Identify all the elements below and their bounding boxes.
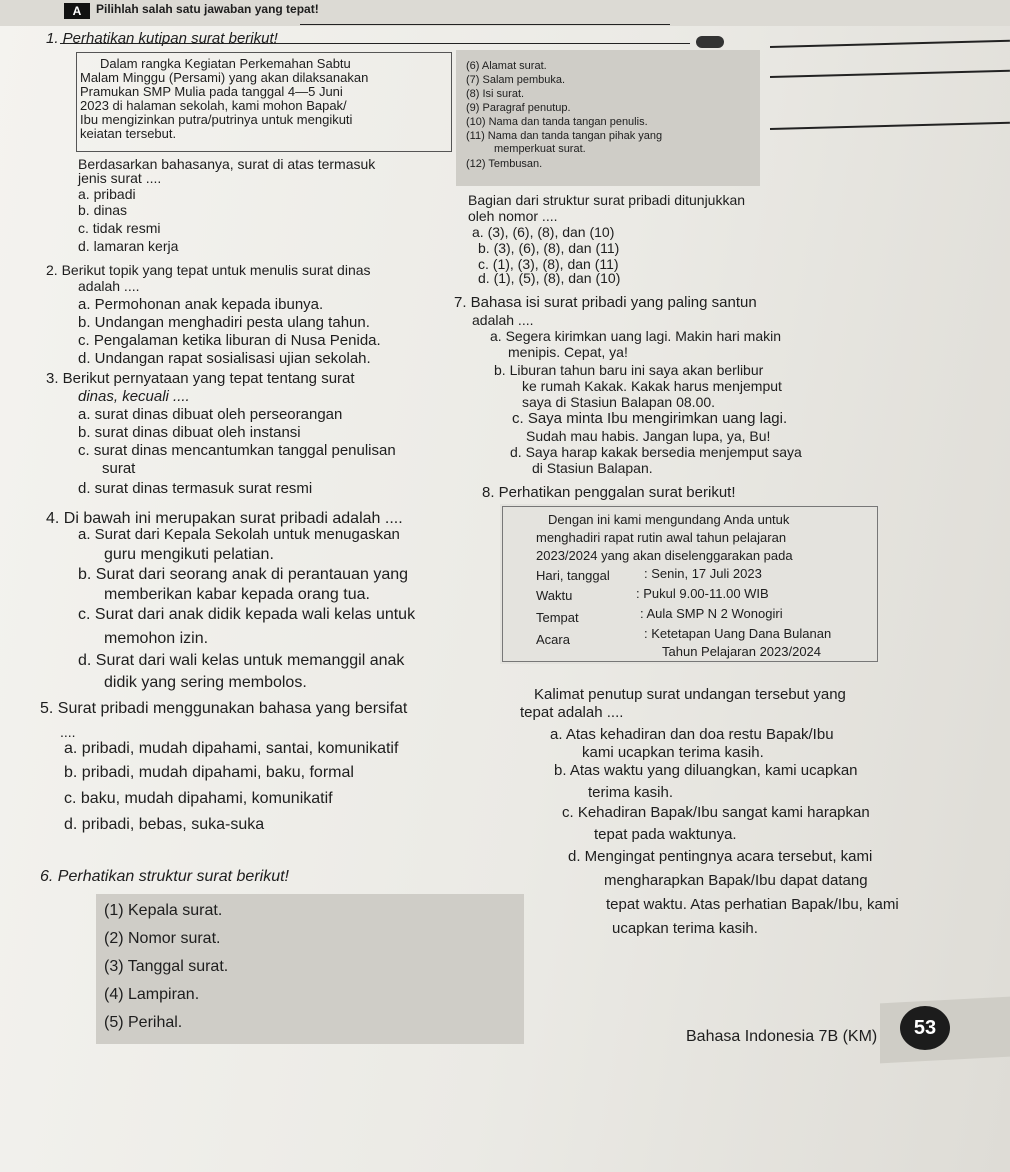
q3-stem: 3. Berikut pernyataan yang tepat tentang surat [46, 370, 355, 387]
q4-option-a[interactable]: a. Surat dari Kepala Sekolah untuk menugaskan [78, 526, 400, 543]
q6-question: Bagian dari struktur surat pribadi ditunjukkan [468, 192, 746, 208]
q4-option-c-cont: memohon izin. [104, 630, 209, 647]
q5-stem-dots: .... [60, 724, 76, 740]
q6-stem: 6. Perhatikan struktur surat berikut! [40, 868, 289, 885]
q8-option-d-cont: ucapkan terima kasih. [612, 920, 758, 937]
margin-line [770, 70, 1010, 78]
q8-option-c[interactable]: c. Kehadiran Bapak/Ibu sangat kami harapkan [562, 804, 870, 821]
q2-option-c[interactable]: c. Pengalaman ketika liburan di Nusa Penida. [78, 332, 381, 349]
margin-line [770, 122, 1010, 130]
q6-item: (5) Perihal. [104, 1014, 183, 1031]
q8-question: tepat adalah .... [520, 704, 624, 721]
q8-detail-value: : Aula SMP N 2 Wonogiri [640, 606, 783, 621]
q6-item: memperkuat surat. [494, 143, 586, 155]
q8-option-d[interactable]: d. Mengingat pentingnya acara tersebut, kami [568, 848, 873, 865]
q7-option-c[interactable]: c. Saya minta Ibu mengirimkan uang lagi. [512, 410, 788, 427]
q6-option-c[interactable]: c. (1), (3), (8), dan (11) [478, 256, 619, 272]
q6-question: oleh nomor .... [468, 208, 558, 224]
q8-option-a[interactable]: a. Atas kehadiran dan doa restu Bapak/Ibu [550, 726, 834, 743]
q8-stem: 8. Perhatikan penggalan surat berikut! [482, 484, 736, 501]
q3-option-d[interactable]: d. surat dinas termasuk surat resmi [78, 480, 313, 497]
q8-option-c-cont: tepat pada waktunya. [594, 826, 737, 843]
q8-option-a-cont: kami ucapkan terima kasih. [582, 744, 764, 761]
q7-option-b[interactable]: b. Liburan tahun baru ini saya akan berlibur [494, 362, 764, 378]
q8-detail-label: Tempat [536, 610, 579, 625]
q3-option-a[interactable]: a. surat dinas dibuat oleh perseorangan [78, 406, 343, 423]
q6-item: (11) Nama dan tanda tangan pihak yang [466, 130, 663, 142]
section-badge: A [64, 3, 90, 19]
q1-question: jenis surat .... [78, 170, 162, 186]
q7-option-d-cont: di Stasiun Balapan. [532, 460, 653, 476]
q8-excerpt-line: 2023/2024 yang akan diselenggarakan pada [536, 548, 793, 563]
q7-option-a-cont: menipis. Cepat, ya! [508, 344, 628, 360]
q2-stem: 2. Berikut topik yang tepat untuk menulis surat dinas [46, 262, 371, 278]
q5-option-c[interactable]: c. baku, mudah dipahami, komunikatif [64, 790, 333, 807]
q8-detail-value: : Ketetapan Uang Dana Bulanan [644, 626, 832, 641]
q6-item: (9) Paragraf penutup. [466, 102, 571, 114]
q6-item: (12) Tembusan. [466, 158, 543, 170]
q8-option-d-cont: mengharapkan Bapak/Ibu dapat datang [604, 872, 868, 889]
q1-excerpt-line: Dalam rangka Kegiatan Perkemahan Sabtu [100, 56, 351, 71]
q5-option-b[interactable]: b. pribadi, mudah dipahami, baku, formal [64, 764, 354, 781]
q1-question: Berdasarkan bahasanya, surat di atas termasuk [78, 156, 376, 172]
q7-stem: adalah .... [472, 312, 534, 328]
q6-item: (2) Nomor surat. [104, 930, 221, 947]
q2-option-a[interactable]: a. Permohonan anak kepada ibunya. [78, 296, 324, 313]
q4-option-b-cont: memberikan kabar kepada orang tua. [104, 586, 370, 603]
q8-excerpt-line: menghadiri rapat rutin awal tahun pelajaran [536, 530, 787, 545]
top-rule [300, 24, 670, 25]
q4-stem: 4. Di bawah ini merupakan surat pribadi adalah .... [46, 510, 403, 527]
q6-item: (6) Alamat surat. [466, 60, 547, 72]
q8-option-b[interactable]: b. Atas waktu yang diluangkan, kami ucapkan [554, 762, 858, 779]
q1-option-c[interactable]: c. tidak resmi [78, 220, 161, 236]
q6-item: (8) Isi surat. [466, 88, 525, 100]
q1-option-b[interactable]: b. dinas [78, 202, 128, 218]
q3-stem: dinas, kecuali .... [78, 388, 190, 405]
q6-item: (1) Kepala surat. [104, 902, 223, 919]
q1-excerpt-line: Malam Minggu (Persami) yang akan dilaksanakan [80, 70, 369, 85]
q6-option-a[interactable]: a. (3), (6), (8), dan (10) [472, 224, 615, 240]
q1-excerpt-line: Pramukan SMP Mulia pada tanggal 4—5 Juni [80, 84, 343, 99]
q8-detail-label: Hari, tanggal [536, 568, 610, 583]
q8-option-b-cont: terima kasih. [588, 784, 674, 801]
book-title: Bahasa Indonesia 7B (KM) [686, 1028, 878, 1045]
q4-option-c[interactable]: c. Surat dari anak didik kepada wali kelas untuk [78, 606, 416, 623]
q5-stem: 5. Surat pribadi menggunakan bahasa yang bersifat [40, 700, 408, 717]
q1-stem: 1. Perhatikan kutipan surat berikut! [46, 30, 278, 47]
instruction-text: Pilihlah salah satu jawaban yang tepat! [96, 2, 319, 16]
q8-excerpt-line: Dengan ini kami mengundang Anda untuk [548, 512, 790, 527]
q5-option-a[interactable]: a. pribadi, mudah dipahami, santai, komunikatif [64, 740, 399, 757]
q6-item: (3) Tanggal surat. [104, 958, 229, 975]
q6-item: (7) Salam pembuka. [466, 74, 566, 86]
q6-item: (4) Lampiran. [104, 986, 200, 1003]
q6-item: (10) Nama dan tanda tangan penulis. [466, 116, 648, 128]
q1-option-d[interactable]: d. lamaran kerja [78, 238, 179, 254]
q4-option-d[interactable]: d. Surat dari wali kelas untuk memanggil anak [78, 652, 405, 669]
q7-option-b-cont: saya di Stasiun Balapan 08.00. [522, 394, 716, 410]
q8-option-d-cont: tepat waktu. Atas perhatian Bapak/Ibu, kami [606, 896, 899, 913]
q7-option-a[interactable]: a. Segera kirimkan uang lagi. Makin hari makin [490, 328, 782, 344]
q4-option-d-cont: didik yang sering membolos. [104, 674, 307, 691]
q2-option-b[interactable]: b. Undangan menghadiri pesta ulang tahun. [78, 314, 370, 331]
q1-option-a[interactable]: a. pribadi [78, 186, 136, 202]
q3-option-b[interactable]: b. surat dinas dibuat oleh instansi [78, 424, 301, 441]
q5-option-d[interactable]: d. pribadi, bebas, suka-suka [64, 816, 265, 833]
q8-detail-value: Tahun Pelajaran 2023/2024 [662, 644, 822, 659]
q8-detail-label: Waktu [536, 588, 573, 603]
page-number: 53 [900, 1006, 950, 1050]
q8-detail-label: Acara [536, 632, 570, 647]
q1-excerpt-line: 2023 di halaman sekolah, kami mohon Bapak/ [80, 98, 347, 113]
q7-option-b-cont: ke rumah Kakak. Kakak harus menjemput [522, 378, 782, 394]
margin-line [770, 40, 1010, 48]
q7-option-d[interactable]: d. Saya harap kakak bersedia menjemput saya [510, 444, 802, 460]
q3-option-c[interactable]: c. surat dinas mencantumkan tanggal penulisan [78, 442, 396, 459]
q8-question: Kalimat penutup surat undangan tersebut yang [534, 686, 846, 703]
q1-excerpt-line: keiatan tersebut. [80, 126, 177, 141]
q8-detail-value: : Pukul 9.00-11.00 WIB [636, 586, 769, 601]
q2-option-d[interactable]: d. Undangan rapat sosialisasi ujian sekolah. [78, 350, 371, 367]
q4-option-a-cont: guru mengikuti pelatian. [104, 546, 274, 563]
pen-shadow [696, 36, 724, 48]
q8-detail-value: : Senin, 17 Juli 2023 [644, 566, 762, 581]
q7-option-c-cont: Sudah mau habis. Jangan lupa, ya, Bu! [526, 428, 771, 444]
q6-option-d[interactable]: d. (1), (5), (8), dan (10) [478, 270, 621, 286]
q2-stem: adalah .... [78, 278, 140, 294]
q1-excerpt-line: Ibu mengizinkan putra/putrinya untuk mengikuti [80, 112, 353, 127]
q6-option-b[interactable]: b. (3), (6), (8), dan (11) [478, 240, 620, 256]
q4-option-b[interactable]: b. Surat dari seorang anak di perantauan yang [78, 566, 409, 583]
q3-option-c-cont: surat [102, 460, 136, 477]
q7-stem: 7. Bahasa isi surat pribadi yang paling santun [454, 294, 757, 311]
